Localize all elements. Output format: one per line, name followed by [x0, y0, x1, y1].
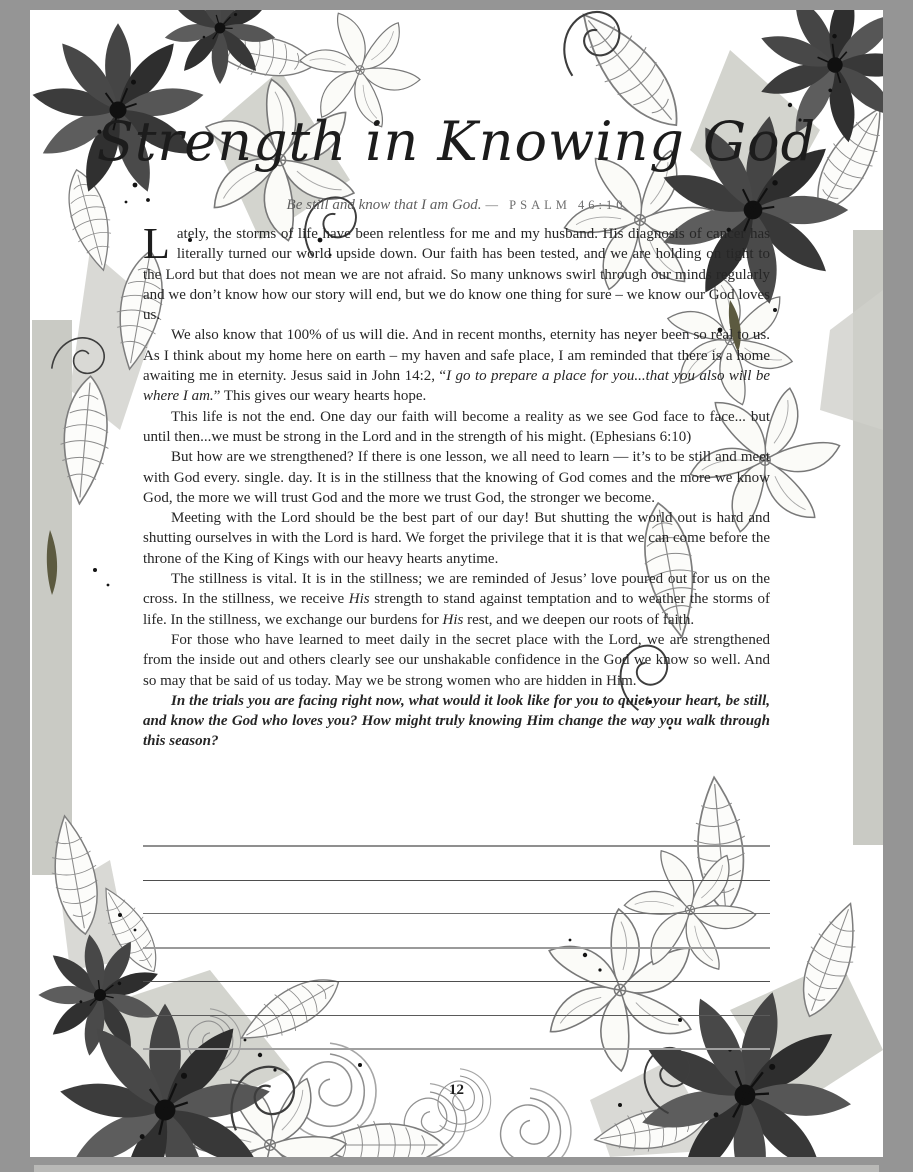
journal-line	[143, 947, 770, 982]
paragraph: The stillness is vital. It is in the stillness; we are reminded of Jesus’ love poured out for us on the cross. In the stillness, we receive His strength to stand against temptation and to weather the storms of life. In the stillness, we exchange our burdens for His rest, and we deepen our roots of faith.	[143, 571, 770, 628]
paragraph: For those who have learned to meet daily in the secret place with the Lord, we are strengthened from the inside out and others clearly see our unshakable confidence in the God we know so well. And so may that be said of us today. May we be strong women who are hidden in Him.	[143, 631, 770, 689]
left-edge-band	[32, 320, 72, 875]
journal-line	[143, 845, 770, 880]
paragraph: This life is not the end. One day our faith will become a reality as we see God face to face... but until then...we must be strong in the Lord and in the strength of his might. (Ephesians 6:10)	[143, 408, 770, 445]
page-title: Strength in Knowing God	[96, 110, 817, 173]
journal-line	[143, 880, 770, 914]
journal-line	[143, 1015, 770, 1049]
book-page	[30, 10, 883, 1157]
journal-line	[143, 1048, 770, 1083]
epigraph	[30, 196, 883, 214]
paragraph: But how are we strengthened? If there is one lesson, we all need to learn — it’s to be still and meet with God every. single. day. It is in the stillness that the knowing of God comes and the more we know God, the more we will trust God and the more we trust God, the stronger we become.	[143, 449, 770, 506]
journal-lines	[143, 845, 770, 1083]
journal-line	[143, 913, 770, 947]
next-page-edge	[34, 1165, 879, 1172]
epigraph-reference: — PSALM 46:10	[485, 198, 627, 212]
paragraph: In the trials you are facing right now, what would it look like for you to quiet your heart, be still, and know the God who loves you? How might truly knowing Him change the way you walk through this season?	[143, 692, 770, 750]
journal-line	[143, 981, 770, 1015]
epigraph-quote: Be still and know that I am God.	[286, 197, 482, 213]
paragraph: Lately, the storms of life have been relentless for me and my husband. His diagnosis of cancer has literally turned our world upside down. Our faith has been tested, and we are holding on tight to the Lord but that does not mean we are not afraid. So many unknows swirl through our minds regularly and we don’t know how our story will end, but we do know one thing for sure – we know our God loves us.	[143, 219, 770, 324]
page-number: 12	[449, 1082, 464, 1098]
drop-cap: L	[143, 219, 170, 268]
article	[143, 219, 770, 752]
paragraph: We also know that 100% of us will die. And in recent months, eternity has never been so real to us. As I think about my home here on earth – my haven and safe place, I am reminded that there is a home awaiting me in eternity. Jesus said in John 14:2, “I go to prepare a place for you...that you also will be where I am.” This gives our weary hearts hope.	[143, 327, 770, 405]
paragraph: Meeting with the Lord should be the best part of our day! But shutting the world out is hard and shutting ourselves in with the Lord is hard. We forget the privilege that it is that we can come before the throne of the King of Kings with our heavy hearts anytime.	[143, 510, 770, 567]
